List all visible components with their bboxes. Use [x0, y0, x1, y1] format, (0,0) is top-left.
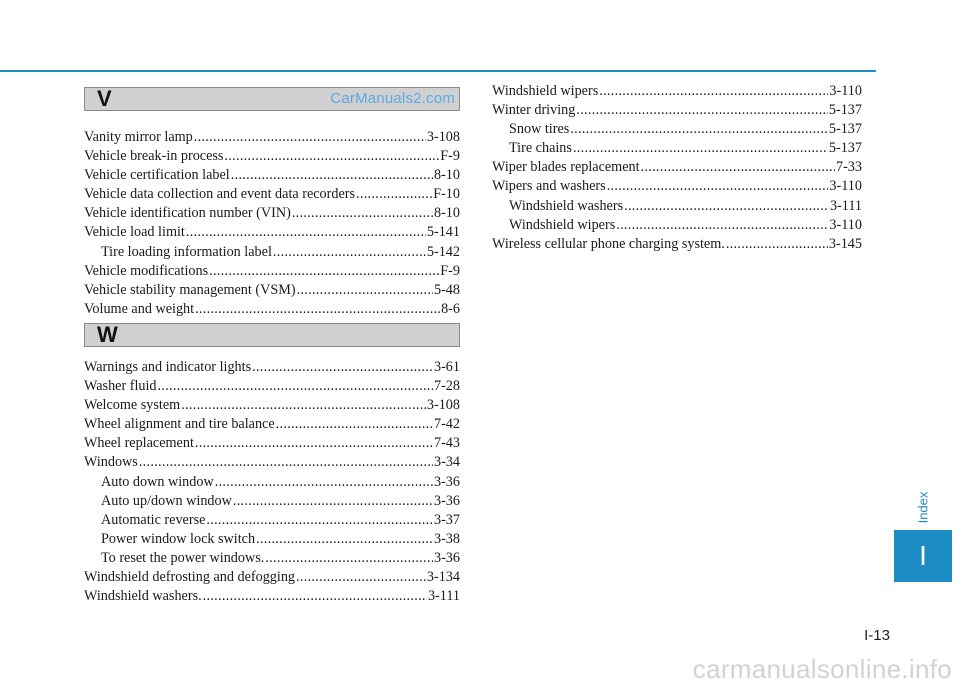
index-subentry[interactable]	[84, 492, 460, 511]
index-entry[interactable]	[84, 415, 460, 434]
entry-text: Snow tires	[509, 121, 570, 138]
dot-leader	[265, 549, 433, 568]
dot-leader	[252, 358, 433, 377]
index-subentry[interactable]	[84, 511, 460, 530]
entry-text: Windshield washers.	[84, 588, 202, 605]
entry-page-ref: F-9	[440, 148, 460, 165]
dot-leader	[273, 243, 426, 262]
index-tab-letter: I	[919, 540, 927, 571]
entry-text: Tire loading information label	[101, 243, 272, 260]
entry-text: Windshield washers	[509, 197, 624, 214]
index-entry[interactable]	[492, 82, 862, 101]
index-entry[interactable]	[84, 434, 460, 453]
dot-leader	[206, 511, 433, 530]
entry-page-ref: 3-110	[829, 83, 862, 99]
index-entry[interactable]	[84, 262, 460, 281]
index-entry[interactable]	[84, 358, 460, 377]
entry-text: Vehicle modifications	[84, 262, 209, 279]
section-entries-w-continued	[492, 82, 862, 254]
entry-text: Tire chains	[509, 140, 572, 157]
top-rule	[0, 70, 876, 72]
index-subentry[interactable]	[84, 549, 460, 568]
entry-page-ref: F-10	[433, 186, 460, 203]
dot-leader	[233, 492, 433, 511]
entry-text: Wheel alignment and tire balance	[84, 416, 275, 433]
dot-leader	[616, 216, 828, 235]
section-entries-v	[84, 128, 460, 319]
dot-leader	[726, 235, 828, 254]
dot-leader	[203, 587, 427, 606]
index-tab-label: Index	[915, 491, 931, 524]
entry-page-ref: 5-141	[426, 224, 460, 241]
entry-page-ref: 5-137	[828, 140, 862, 157]
index-subentry[interactable]	[84, 473, 460, 492]
entry-text: Wiper blades replacement	[492, 159, 640, 176]
entry-page-ref: 3-145	[828, 235, 862, 252]
dot-leader	[181, 396, 426, 415]
entry-text: Wireless cellular phone charging system.	[492, 235, 725, 252]
entry-page-ref: 3-110	[829, 216, 862, 233]
entry-page-ref: 5-137	[828, 102, 862, 119]
entry-page-ref: 3-61	[433, 359, 460, 375]
entry-page-ref: 3-36	[433, 549, 460, 566]
dot-leader	[276, 415, 433, 434]
dot-leader	[231, 166, 433, 185]
index-tab[interactable]	[894, 530, 952, 582]
dot-leader	[641, 158, 835, 177]
index-entry[interactable]	[492, 101, 862, 120]
index-entry[interactable]	[84, 587, 460, 606]
index-entry[interactable]	[84, 185, 460, 204]
dot-leader	[194, 128, 426, 147]
entry-text: Vehicle identification number (VIN)	[84, 205, 291, 222]
footer-watermark: carmanualsonline.info	[692, 654, 952, 684]
entry-text: Vehicle certification label	[84, 167, 230, 184]
entry-text: Vehicle break-in process	[84, 148, 224, 165]
dot-leader	[297, 281, 433, 300]
dot-leader	[292, 204, 433, 223]
dot-leader	[576, 101, 828, 120]
dot-leader	[296, 568, 426, 587]
entry-page-ref: 8-6	[441, 300, 460, 317]
dot-leader	[224, 147, 439, 166]
entry-text: Washer fluid	[84, 378, 157, 395]
entry-page-ref: 5-48	[433, 281, 460, 298]
entry-page-ref: 3-111	[829, 197, 862, 214]
entry-text: Automatic reverse	[101, 511, 206, 528]
entry-page-ref: 3-36	[433, 492, 460, 509]
dot-leader	[570, 120, 828, 139]
entry-text: Power window lock switch	[101, 530, 256, 547]
entry-text: Vanity mirror lamp	[84, 129, 193, 145]
entry-text: To reset the power windows.	[101, 549, 265, 566]
index-entry[interactable]	[84, 166, 460, 185]
index-entry[interactable]	[492, 235, 862, 254]
index-entry[interactable]	[492, 158, 862, 177]
entry-page-ref: 3-38	[433, 530, 460, 547]
entry-text: Windows	[84, 454, 138, 471]
page-number: I-13	[864, 627, 890, 644]
entry-text: Vehicle stability management (VSM)	[84, 281, 296, 298]
entry-page-ref: 3-110	[829, 178, 862, 195]
index-subentry[interactable]	[492, 139, 862, 158]
section-entries-w	[84, 358, 460, 606]
index-entry[interactable]	[84, 377, 460, 396]
dot-leader	[195, 434, 433, 453]
index-subentry[interactable]	[84, 530, 460, 549]
dot-leader	[356, 185, 432, 204]
index-entry[interactable]	[84, 204, 460, 223]
index-subentry[interactable]	[492, 216, 862, 235]
entry-text: Vehicle load limit	[84, 224, 185, 241]
index-entry[interactable]	[84, 453, 460, 472]
section-header-v	[84, 87, 460, 111]
entry-page-ref: 3-134	[426, 569, 460, 586]
entry-page-ref: 7-42	[433, 416, 460, 433]
entry-page-ref: F-9	[440, 262, 460, 279]
entry-text: Windshield defrosting and defogging	[84, 569, 296, 586]
dot-leader	[599, 82, 828, 101]
entry-page-ref: 5-142	[426, 243, 460, 260]
index-subentry[interactable]	[492, 197, 862, 216]
index-entry[interactable]	[84, 223, 460, 242]
dot-leader	[195, 300, 440, 319]
dot-leader	[607, 177, 829, 196]
entry-page-ref: 8-10	[433, 205, 460, 222]
entry-text: Warnings and indicator lights	[84, 359, 252, 375]
section-header-w	[84, 323, 460, 347]
index-subentry[interactable]	[492, 120, 862, 139]
index-entry[interactable]	[84, 281, 460, 300]
section-letter: V	[97, 86, 112, 111]
dot-leader	[209, 262, 439, 281]
entry-text: Auto down window	[101, 473, 214, 490]
watermark-text: CarManuals2.com	[330, 90, 455, 107]
entry-text: Auto up/down window	[101, 492, 232, 509]
dot-leader	[186, 223, 426, 242]
entry-text: Vehicle data collection and event data recorders	[84, 186, 356, 203]
index-entry[interactable]	[84, 300, 460, 319]
index-entry[interactable]	[84, 147, 460, 166]
index-entry[interactable]	[84, 128, 460, 147]
entry-text: Volume and weight	[84, 300, 195, 317]
index-entry[interactable]	[84, 396, 460, 415]
entry-page-ref: 7-43	[433, 435, 460, 452]
entry-page-ref: 3-37	[433, 511, 460, 528]
entry-text: Wheel replacement	[84, 435, 194, 452]
entry-text: Windshield wipers	[509, 216, 616, 233]
entry-page-ref: 7-33	[835, 159, 862, 176]
dot-leader	[624, 197, 829, 216]
dot-leader	[139, 453, 433, 472]
dot-leader	[573, 139, 828, 158]
entry-page-ref: 3-111	[427, 588, 460, 605]
entry-text: Windshield wipers	[492, 83, 599, 99]
entry-page-ref: 3-108	[426, 397, 460, 414]
dot-leader	[215, 473, 433, 492]
entry-text: Wipers and washers	[492, 178, 606, 195]
entry-page-ref: 3-34	[433, 454, 460, 471]
entry-page-ref: 3-108	[426, 129, 460, 145]
index-subentry[interactable]	[84, 243, 460, 262]
dot-leader	[256, 530, 433, 549]
section-letter: W	[97, 322, 118, 347]
entry-page-ref: 3-36	[433, 473, 460, 490]
dot-leader	[158, 377, 433, 396]
entry-page-ref: 8-10	[433, 167, 460, 184]
index-entry[interactable]	[492, 177, 862, 196]
entry-text: Welcome system	[84, 397, 181, 414]
index-entry[interactable]	[84, 568, 460, 587]
entry-page-ref: 7-28	[433, 378, 460, 395]
entry-page-ref: 5-137	[828, 121, 862, 138]
entry-text: Winter driving	[492, 102, 576, 119]
